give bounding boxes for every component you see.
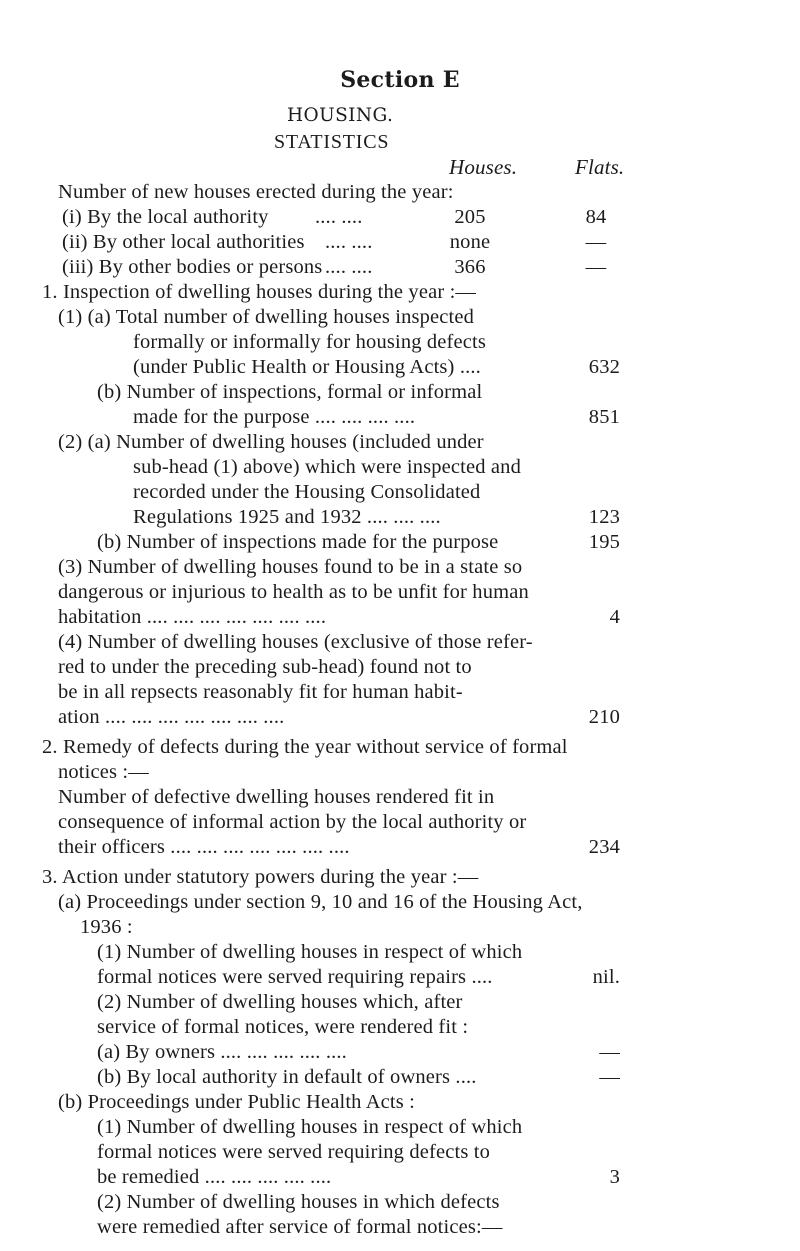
- text-line: sub-head (1) above) which were inspected and: [133, 456, 521, 478]
- text-line: their officers .... .... .... .... .... .... ....: [58, 836, 350, 858]
- section-title: Section E: [340, 67, 460, 93]
- flats-value: 84: [585, 206, 607, 228]
- text-line: (2) Number of dwelling houses which, after: [97, 991, 463, 1013]
- text-line: (2) (a) Number of dwelling houses (included under: [58, 431, 484, 453]
- new-houses-label: (iii) By other bodies or persons: [62, 256, 323, 278]
- text-line: formal notices were served requiring repairs ....: [97, 966, 493, 988]
- text-line: were remedied after service of formal notices:—: [97, 1216, 503, 1238]
- text-line: recorded under the Housing Consolidated: [133, 481, 481, 503]
- new-houses-label: (i) By the local authority: [62, 206, 269, 228]
- line-value: 4: [609, 606, 620, 628]
- text-line: (1) Number of dwelling houses in respect of which: [97, 941, 523, 963]
- text-line: 1. Inspection of dwelling houses during the year :—: [42, 281, 477, 303]
- text-line: (b) Number of inspections, formal or informal: [97, 381, 483, 403]
- text-line: (b) Proceedings under Public Health Acts :: [58, 1091, 416, 1113]
- text-line: (under Public Health or Housing Acts) ....: [133, 356, 481, 378]
- text-line: (a) By owners .... .... .... .... ....: [97, 1041, 347, 1063]
- text-line: consequence of informal action by the local authority or: [58, 811, 527, 833]
- text-line: 2. Remedy of defects during the year without service of formal: [42, 736, 568, 758]
- line-value: 234: [588, 836, 620, 858]
- houses-value: 366: [454, 256, 486, 278]
- column-header-houses: Houses.: [449, 155, 518, 179]
- line-value: 632: [588, 356, 620, 378]
- text-line: service of formal notices, were rendered fit :: [97, 1016, 469, 1038]
- text-line: (b) By local authority in default of owners ....: [97, 1066, 477, 1088]
- text-line: (4) Number of dwelling houses (exclusive of those refer-: [58, 631, 533, 653]
- text-line: habitation .... .... .... .... .... .... ....: [58, 606, 327, 628]
- text-line: (a) Proceedings under section 9, 10 and 16 of the Housing Act,: [58, 891, 583, 913]
- line-value: nil.: [592, 966, 620, 988]
- text-line: formally or informally for housing defects: [133, 331, 486, 353]
- flats-value: —: [585, 256, 607, 278]
- line-value: 3: [609, 1166, 620, 1188]
- heading: HOUSING.: [287, 105, 394, 126]
- line-value: 195: [588, 531, 620, 553]
- line-value: —: [599, 1066, 620, 1088]
- leader-dots: .... ....: [325, 256, 373, 278]
- leader-dots: .... ....: [325, 231, 373, 253]
- text-line: (b) Number of inspections made for the purpose: [97, 531, 499, 553]
- text-line: notices :—: [58, 761, 149, 783]
- text-line: Regulations 1925 and 1932 .... .... ....: [133, 506, 441, 528]
- text-line: dangerous or injurious to health as to be unfit for human: [58, 581, 529, 603]
- new-houses-label: (ii) By other local authorities: [62, 231, 305, 253]
- text-line: (1) Number of dwelling houses in respect of which: [97, 1116, 523, 1138]
- line-value: —: [599, 1041, 620, 1063]
- text-line: (2) Number of dwelling houses in which defects: [97, 1191, 500, 1213]
- line-value: 210: [588, 706, 620, 728]
- line-value: 851: [588, 406, 620, 428]
- flats-value: —: [585, 231, 607, 253]
- houses-value: none: [449, 231, 491, 253]
- text-line: made for the purpose .... .... .... ....: [133, 406, 416, 428]
- text-line: (3) Number of dwelling houses found to be in a state so: [58, 556, 523, 578]
- text-line: Number of defective dwelling houses rendered fit in: [58, 786, 495, 808]
- subheading: STATISTICS: [274, 131, 390, 153]
- text-line: be in all repsects reasonably fit for human habit-: [58, 681, 463, 703]
- column-header-flats: Flats.: [575, 155, 625, 179]
- text-line: (1) (a) Total number of dwelling houses inspected: [58, 306, 474, 328]
- text-line: ation .... .... .... .... .... .... ....: [58, 706, 285, 728]
- text-line: formal notices were served requiring defects to: [97, 1141, 490, 1163]
- text-line: red to under the preceding sub-head) found not to: [58, 656, 472, 678]
- text-line: 3. Action under statutory powers during the year :—: [42, 866, 479, 888]
- text-line: 1936 :: [80, 916, 133, 938]
- intro-line: Number of new houses erected during the year:: [58, 181, 454, 203]
- leader-dots: .... ....: [315, 206, 363, 228]
- houses-value: 205: [454, 206, 486, 228]
- text-line: be remedied .... .... .... .... ....: [97, 1166, 332, 1188]
- line-value: 123: [588, 506, 620, 528]
